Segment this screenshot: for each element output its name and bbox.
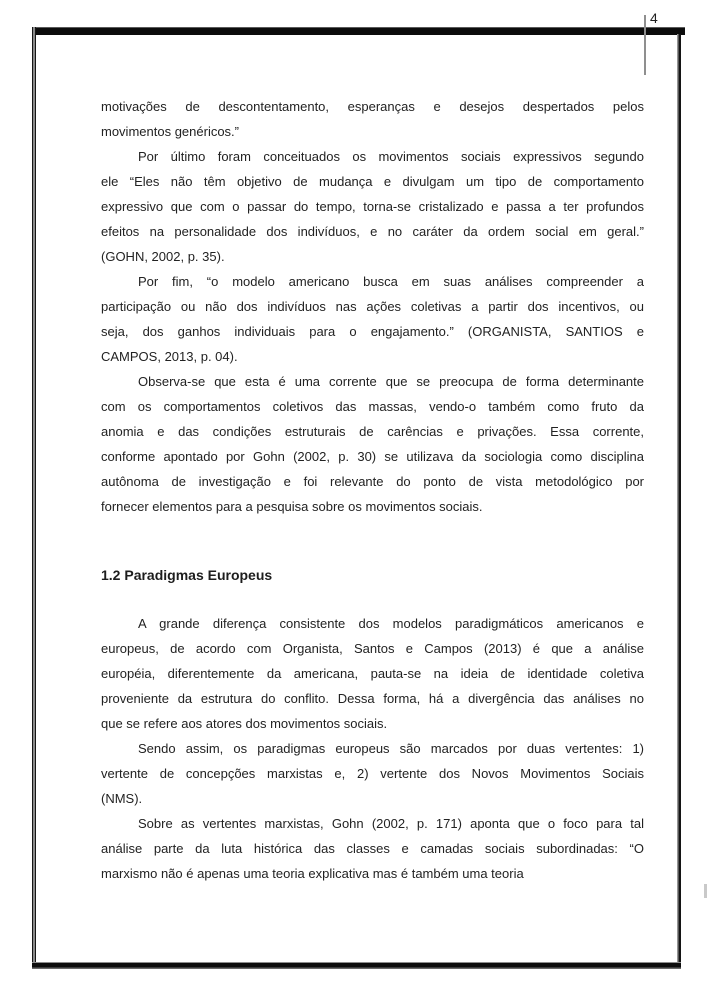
text-line: expressivo que com o passar do tempo, torna-se cristalizado e passa a ter profundos (101, 199, 644, 214)
text-line: A grande diferença consistente dos modelos paradigmáticos americanos e (138, 616, 644, 631)
text-line: proveniente da estrutura do conflito. Dessa forma, há a divergência das análises no (101, 691, 644, 706)
text-line: (GOHN, 2002, p. 35). (101, 249, 225, 264)
text-line: que se refere aos atores dos movimentos sociais. (101, 716, 388, 731)
text-line: Por fim, “o modelo americano busca em suas análises compreender a (138, 274, 644, 289)
text-line: europeus, de acordo com Organista, Santos e Campos (2013) é que a análise (101, 641, 644, 656)
text-line: Sendo assim, os paradigmas europeus são marcados por duas vertentes: 1) (138, 741, 644, 756)
page-number-rule (644, 15, 646, 75)
text-line: seja, dos ganhos individuais para o engajamento.” (ORGANISTA, SANTIOS e (101, 324, 644, 339)
paragraph (101, 269, 644, 369)
text-line: análise parte da luta histórica das classes e camadas sociais subordinadas: “O (101, 841, 644, 856)
text-line: européia, diferentemente da americana, pauta-se na ideia de identidade coletiva (101, 666, 644, 681)
page-border-bottom (32, 962, 681, 969)
paragraph (101, 369, 644, 519)
text-line: (NMS). (101, 791, 143, 806)
text-line: Observa-se que esta é uma corrente que se preocupa de forma determinante (138, 374, 644, 389)
text-line: marxismo não é apenas uma teoria explicativa mas é também uma teoria (101, 866, 524, 881)
text-line: CAMPOS, 2013, p. 04). (101, 349, 238, 364)
text-line: autônoma de investigação e foi relevante do ponto de vista metodológico por (101, 474, 644, 489)
text-line: motivações de descontentamento, esperanças e desejos despertados pelos (101, 99, 644, 114)
paragraph (101, 144, 644, 269)
text-line: com os comportamentos coletivos das massas, vendo-o também como fruto da (101, 399, 644, 414)
text-line: efeitos na personalidade dos indivíduos, e no caráter da ordem social em geral.” (101, 224, 644, 239)
text-line: vertente de concepções marxistas e, 2) vertente dos Novos Movimentos Sociais (101, 766, 644, 781)
text-line: participação ou não dos indivíduos nas ações coletivas a partir dos incentivos, ou (101, 299, 644, 314)
paragraph (101, 811, 644, 886)
page-number: 4 (650, 10, 658, 26)
text-line: anomia e das condições estruturais de carências e privações. Essa corrente, (101, 424, 644, 439)
page-border-top (32, 27, 685, 35)
paragraph (101, 611, 644, 736)
text-line: movimentos genéricos.” (101, 124, 239, 139)
text-line: ele “Eles não têm objetivo de mudança e divulgam um tipo de comportamento (101, 174, 644, 189)
text-line: fornecer elementos para a pesquisa sobre os movimentos sociais. (101, 499, 483, 514)
page-border-left (32, 27, 36, 964)
text-line: Por último foram conceituados os movimentos sociais expressivos segundo (138, 149, 644, 164)
text-content (101, 94, 644, 886)
page-border-right (677, 34, 681, 969)
paragraph (101, 94, 644, 144)
text-line: Sobre as vertentes marxistas, Gohn (2002, p. 171) aponta que o foco para tal (138, 816, 644, 831)
paragraph (101, 736, 644, 811)
text-line: conforme apontado por Gohn (2002, p. 30) se utilizava da sociologia como disciplina (101, 449, 644, 464)
section-heading: 1.2 Paradigmas Europeus (101, 567, 273, 583)
